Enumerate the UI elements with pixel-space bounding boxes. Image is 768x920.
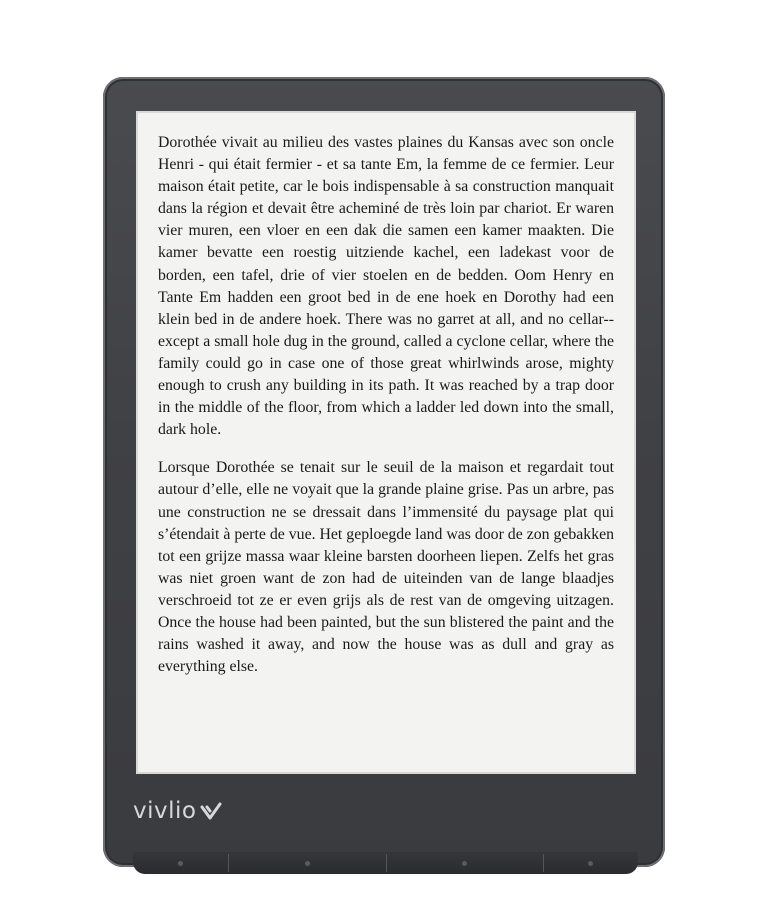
vivlio-checkmark-icon (199, 799, 223, 823)
home-button[interactable] (133, 854, 229, 872)
power-button[interactable] (544, 854, 638, 872)
right-arrow-icon (462, 861, 467, 866)
brand-name: vivlio (133, 798, 197, 824)
hardware-button-bar (133, 852, 638, 874)
left-arrow-icon (305, 861, 310, 866)
book-page-text (158, 132, 614, 694)
brand-logo (133, 798, 223, 824)
page-forward-button[interactable] (387, 854, 544, 872)
power-icon (588, 861, 593, 866)
home-icon (178, 861, 183, 866)
page-back-button[interactable] (229, 854, 386, 872)
paragraph-2: Lorsque Dorothée se tenait sur le seuil de la maison et regardait tout autour d’elle, elle ne voyait que la grande plaine grise. Pas un arbre, pas une construction ne se dressait dans l’immensité du paysage plat qui s’étendait à perte de vue. Het geploegde land was door de zon gebakken tot een grijze massa waar kleine barsten doorheen liepen. Zelfs het gras was niet groen want de zon had de uiteinden van de lange blaadjes verschroeid tot ze er even grijs als de rest van de omgeving uitzagen. Once the house had been painted, but the sun blistered the paint and the rains washed it away, and now the house was as dull and gray as everything else. (158, 459, 614, 676)
eink-screen[interactable] (136, 111, 636, 774)
paragraph-1: Dorothée vivait au milieu des vastes plaines du Kansas avec son oncle Henri - qui était fermier - et sa tante Em, la femme de ce fermier. Leur maison était petite, car le bois indispensable à sa construction manquait dans la région et devait être acheminé de très loin par chariot. Er waren vier muren, een vloer en een dak die samen een kamer maakten. Die kamer bevatte een roestig uitziende kachel, een ladekast voor de borden, een tafel, drie of vier stoelen en de bedden. Oom Henry en Tante Em hadden een groot bed in de ene hoek en Dorothy had een klein bed in de andere hoek. There was no garret at all, and no cellar--except a small hole dug in the ground, called a cyclone cellar, where the family could go in case one of those great whirlwinds arose, mighty enough to crush any building in its path. It was reached by a trap door in the middle of the floor, from which a ladder led down into the small, dark hole. (158, 134, 614, 439)
